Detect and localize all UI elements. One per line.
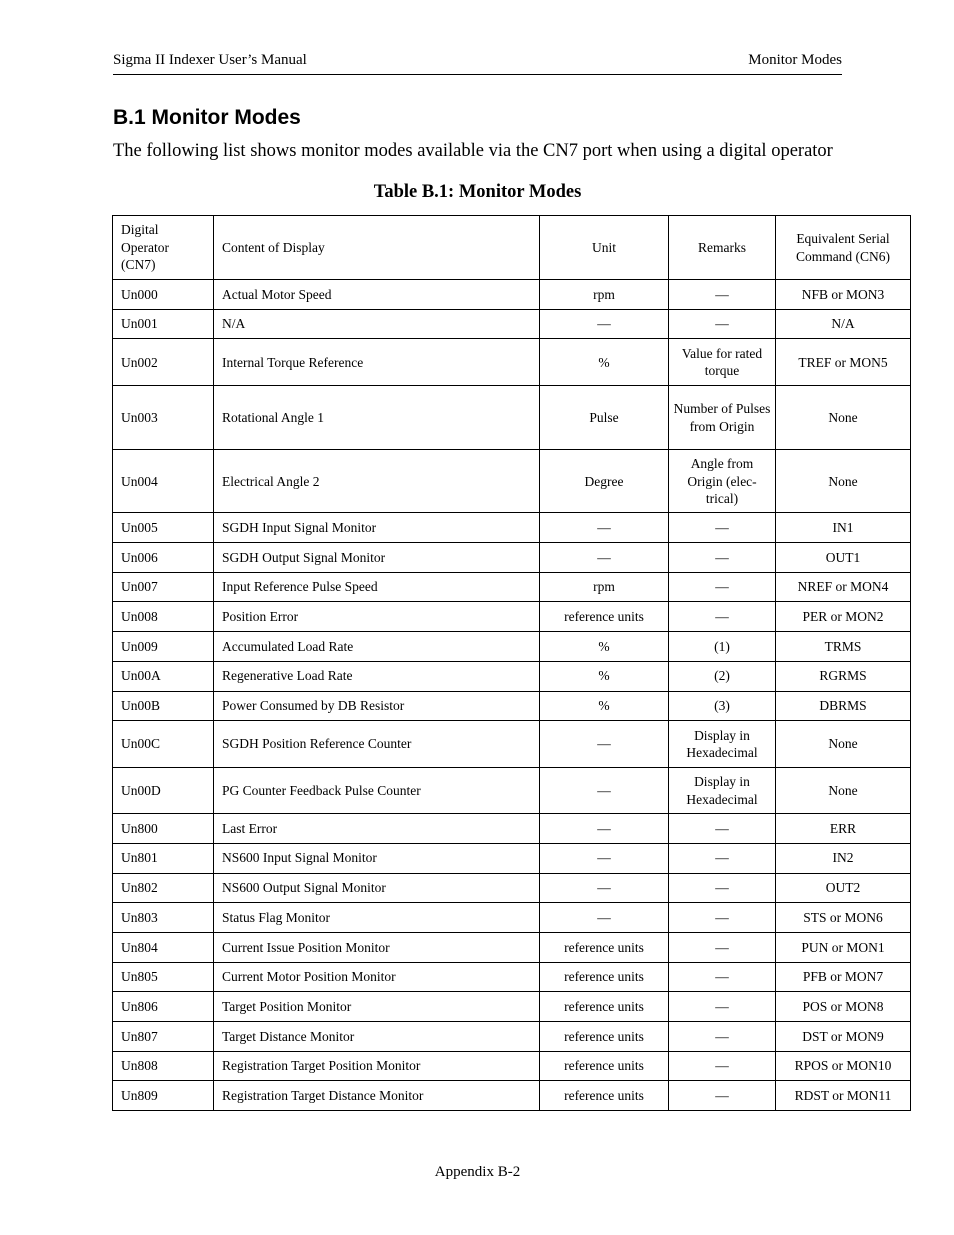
table-row bbox=[113, 992, 911, 1022]
operator-code-cell: Un000 bbox=[113, 280, 214, 310]
content-cell: Regenerative Load Rate bbox=[214, 661, 540, 691]
remarks-cell: — bbox=[669, 992, 776, 1022]
operator-code-cell: Un804 bbox=[113, 932, 214, 962]
content-cell: Position Error bbox=[214, 602, 540, 632]
content-cell: Accumulated Load Rate bbox=[214, 632, 540, 662]
operator-code-cell: Un808 bbox=[113, 1051, 214, 1081]
table-row bbox=[113, 873, 911, 903]
serial-command-cell: TRMS bbox=[776, 632, 911, 662]
table-row bbox=[113, 632, 911, 662]
operator-code-cell: Un807 bbox=[113, 1022, 214, 1052]
content-cell: Registration Target Distance Monitor bbox=[214, 1081, 540, 1111]
operator-code-cell: Un801 bbox=[113, 843, 214, 873]
page-footer: Appendix B-2 bbox=[434, 1164, 521, 1180]
remarks-cell: — bbox=[669, 1081, 776, 1111]
serial-command-cell: RGRMS bbox=[776, 661, 911, 691]
content-cell: Status Flag Monitor bbox=[214, 903, 540, 933]
serial-command-cell: RDST or MON11 bbox=[776, 1081, 911, 1111]
serial-command-cell: PUN or MON1 bbox=[776, 932, 911, 962]
unit-cell: reference units bbox=[540, 1051, 669, 1081]
remarks-cell: (2) bbox=[669, 661, 776, 691]
unit-cell: — bbox=[540, 768, 669, 814]
remarks-cell: — bbox=[669, 543, 776, 573]
unit-cell: % bbox=[540, 691, 669, 721]
content-cell: Power Consumed by DB Resistor bbox=[214, 691, 540, 721]
operator-code-cell: Un008 bbox=[113, 602, 214, 632]
table-row bbox=[113, 602, 911, 632]
table-caption: Table B.1: Monitor Modes bbox=[373, 182, 582, 202]
unit-cell: reference units bbox=[540, 932, 669, 962]
table-row bbox=[113, 543, 911, 573]
table-row bbox=[113, 386, 911, 450]
unit-cell: — bbox=[540, 309, 669, 339]
serial-command-cell: IN2 bbox=[776, 843, 911, 873]
operator-code-cell: Un004 bbox=[113, 450, 214, 513]
remarks-cell: (1) bbox=[669, 632, 776, 662]
content-cell: PG Counter Feedback Pulse Counter bbox=[214, 768, 540, 814]
chapter-title: Monitor Modes bbox=[748, 52, 842, 68]
table-row bbox=[113, 309, 911, 339]
unit-cell: rpm bbox=[540, 572, 669, 602]
unit-cell: — bbox=[540, 721, 669, 768]
serial-command-cell: TREF or MON5 bbox=[776, 339, 911, 386]
table-row bbox=[113, 1022, 911, 1052]
operator-code-cell: Un00B bbox=[113, 691, 214, 721]
remarks-cell: — bbox=[669, 280, 776, 310]
serial-command-cell: NFB or MON3 bbox=[776, 280, 911, 310]
content-cell: Rotational Angle 1 bbox=[214, 386, 540, 450]
content-cell: Registration Target Position Monitor bbox=[214, 1051, 540, 1081]
monitor-modes-table bbox=[112, 215, 911, 1111]
table-row bbox=[113, 280, 911, 310]
column-header-unit: Unit bbox=[540, 216, 669, 280]
remarks-cell: Number of Pulses from Origin bbox=[669, 386, 776, 450]
content-cell: Current Issue Position Monitor bbox=[214, 932, 540, 962]
remarks-cell: — bbox=[669, 932, 776, 962]
serial-command-cell: OUT1 bbox=[776, 543, 911, 573]
table-row bbox=[113, 843, 911, 873]
remarks-cell: — bbox=[669, 873, 776, 903]
operator-code-cell: Un806 bbox=[113, 992, 214, 1022]
content-cell: SGDH Input Signal Monitor bbox=[214, 513, 540, 543]
unit-cell: reference units bbox=[540, 1081, 669, 1111]
remarks-cell: — bbox=[669, 843, 776, 873]
table-row bbox=[113, 450, 911, 513]
unit-cell: % bbox=[540, 632, 669, 662]
operator-code-cell: Un00A bbox=[113, 661, 214, 691]
serial-command-cell: None bbox=[776, 768, 911, 814]
remarks-cell: — bbox=[669, 962, 776, 992]
serial-command-cell: None bbox=[776, 721, 911, 768]
remarks-cell: (3) bbox=[669, 691, 776, 721]
unit-cell: reference units bbox=[540, 602, 669, 632]
unit-cell: — bbox=[540, 903, 669, 933]
remarks-cell: — bbox=[669, 309, 776, 339]
operator-code-cell: Un003 bbox=[113, 386, 214, 450]
table-row bbox=[113, 814, 911, 844]
content-cell: Input Reference Pulse Speed bbox=[214, 572, 540, 602]
remarks-cell: — bbox=[669, 513, 776, 543]
content-cell: NS600 Output Signal Monitor bbox=[214, 873, 540, 903]
content-cell: Electrical Angle 2 bbox=[214, 450, 540, 513]
operator-code-cell: Un00D bbox=[113, 768, 214, 814]
column-header-content: Content of Display bbox=[214, 216, 540, 280]
serial-command-cell: PFB or MON7 bbox=[776, 962, 911, 992]
remarks-cell: — bbox=[669, 903, 776, 933]
table-row bbox=[113, 339, 911, 386]
operator-code-cell: Un002 bbox=[113, 339, 214, 386]
serial-command-cell: None bbox=[776, 450, 911, 513]
content-cell: Current Motor Position Monitor bbox=[214, 962, 540, 992]
remarks-cell: Display in Hexadecimal bbox=[669, 721, 776, 768]
serial-command-cell: OUT2 bbox=[776, 873, 911, 903]
remarks-cell: — bbox=[669, 602, 776, 632]
unit-cell: reference units bbox=[540, 1022, 669, 1052]
operator-code-cell: Un007 bbox=[113, 572, 214, 602]
table-row bbox=[113, 1081, 911, 1111]
unit-cell: reference units bbox=[540, 992, 669, 1022]
remarks-cell: Value for rated torque bbox=[669, 339, 776, 386]
table-row bbox=[113, 962, 911, 992]
table-body bbox=[113, 280, 911, 1111]
serial-command-cell: IN1 bbox=[776, 513, 911, 543]
content-cell: NS600 Input Signal Monitor bbox=[214, 843, 540, 873]
unit-cell: — bbox=[540, 814, 669, 844]
unit-cell: % bbox=[540, 661, 669, 691]
serial-command-cell: PER or MON2 bbox=[776, 602, 911, 632]
operator-code-cell: Un005 bbox=[113, 513, 214, 543]
intro-paragraph: The following list shows monitor modes available via the CN7 port when using a digital operator bbox=[113, 141, 833, 161]
content-cell: Actual Motor Speed bbox=[214, 280, 540, 310]
table-row bbox=[113, 1051, 911, 1081]
operator-code-cell: Un805 bbox=[113, 962, 214, 992]
column-header-serial-command: Equivalent Serial Command (CN6) bbox=[776, 216, 911, 280]
unit-cell: % bbox=[540, 339, 669, 386]
section-title: B.1 Monitor Modes bbox=[113, 106, 301, 129]
table-row bbox=[113, 903, 911, 933]
table-row bbox=[113, 721, 911, 768]
remarks-cell: Angle from Origin (elec-trical) bbox=[669, 450, 776, 513]
operator-code-cell: Un00C bbox=[113, 721, 214, 768]
content-cell: Internal Torque Reference bbox=[214, 339, 540, 386]
remarks-cell: — bbox=[669, 572, 776, 602]
content-cell: Last Error bbox=[214, 814, 540, 844]
table-row bbox=[113, 691, 911, 721]
content-cell: SGDH Output Signal Monitor bbox=[214, 543, 540, 573]
remarks-cell: — bbox=[669, 814, 776, 844]
serial-command-cell: DST or MON9 bbox=[776, 1022, 911, 1052]
operator-code-cell: Un006 bbox=[113, 543, 214, 573]
operator-code-cell: Un001 bbox=[113, 309, 214, 339]
operator-code-cell: Un809 bbox=[113, 1081, 214, 1111]
serial-command-cell: POS or MON8 bbox=[776, 992, 911, 1022]
remarks-cell: Display in Hexadecimal bbox=[669, 768, 776, 814]
table-row bbox=[113, 661, 911, 691]
serial-command-cell: None bbox=[776, 386, 911, 450]
unit-cell: Pulse bbox=[540, 386, 669, 450]
operator-code-cell: Un802 bbox=[113, 873, 214, 903]
column-header-remarks: Remarks bbox=[669, 216, 776, 280]
table-row bbox=[113, 572, 911, 602]
content-cell: Target Position Monitor bbox=[214, 992, 540, 1022]
serial-command-cell: ERR bbox=[776, 814, 911, 844]
serial-command-cell: DBRMS bbox=[776, 691, 911, 721]
serial-command-cell: NREF or MON4 bbox=[776, 572, 911, 602]
operator-code-cell: Un803 bbox=[113, 903, 214, 933]
serial-command-cell: STS or MON6 bbox=[776, 903, 911, 933]
serial-command-cell: N/A bbox=[776, 309, 911, 339]
remarks-cell: — bbox=[669, 1051, 776, 1081]
unit-cell: — bbox=[540, 543, 669, 573]
content-cell: N/A bbox=[214, 309, 540, 339]
operator-code-cell: Un009 bbox=[113, 632, 214, 662]
serial-command-cell: RPOS or MON10 bbox=[776, 1051, 911, 1081]
unit-cell: Degree bbox=[540, 450, 669, 513]
table-header-row bbox=[113, 216, 911, 280]
page-header bbox=[113, 52, 842, 75]
remarks-cell: — bbox=[669, 1022, 776, 1052]
unit-cell: rpm bbox=[540, 280, 669, 310]
table-row bbox=[113, 513, 911, 543]
table-row bbox=[113, 932, 911, 962]
unit-cell: reference units bbox=[540, 962, 669, 992]
content-cell: SGDH Position Reference Counter bbox=[214, 721, 540, 768]
unit-cell: — bbox=[540, 843, 669, 873]
content-cell: Target Distance Monitor bbox=[214, 1022, 540, 1052]
table-row bbox=[113, 768, 911, 814]
unit-cell: — bbox=[540, 513, 669, 543]
unit-cell: — bbox=[540, 873, 669, 903]
operator-code-cell: Un800 bbox=[113, 814, 214, 844]
column-header-digital-operator: Digital Operator (CN7) bbox=[113, 216, 214, 280]
manual-title: Sigma II Indexer User’s Manual bbox=[113, 52, 307, 68]
